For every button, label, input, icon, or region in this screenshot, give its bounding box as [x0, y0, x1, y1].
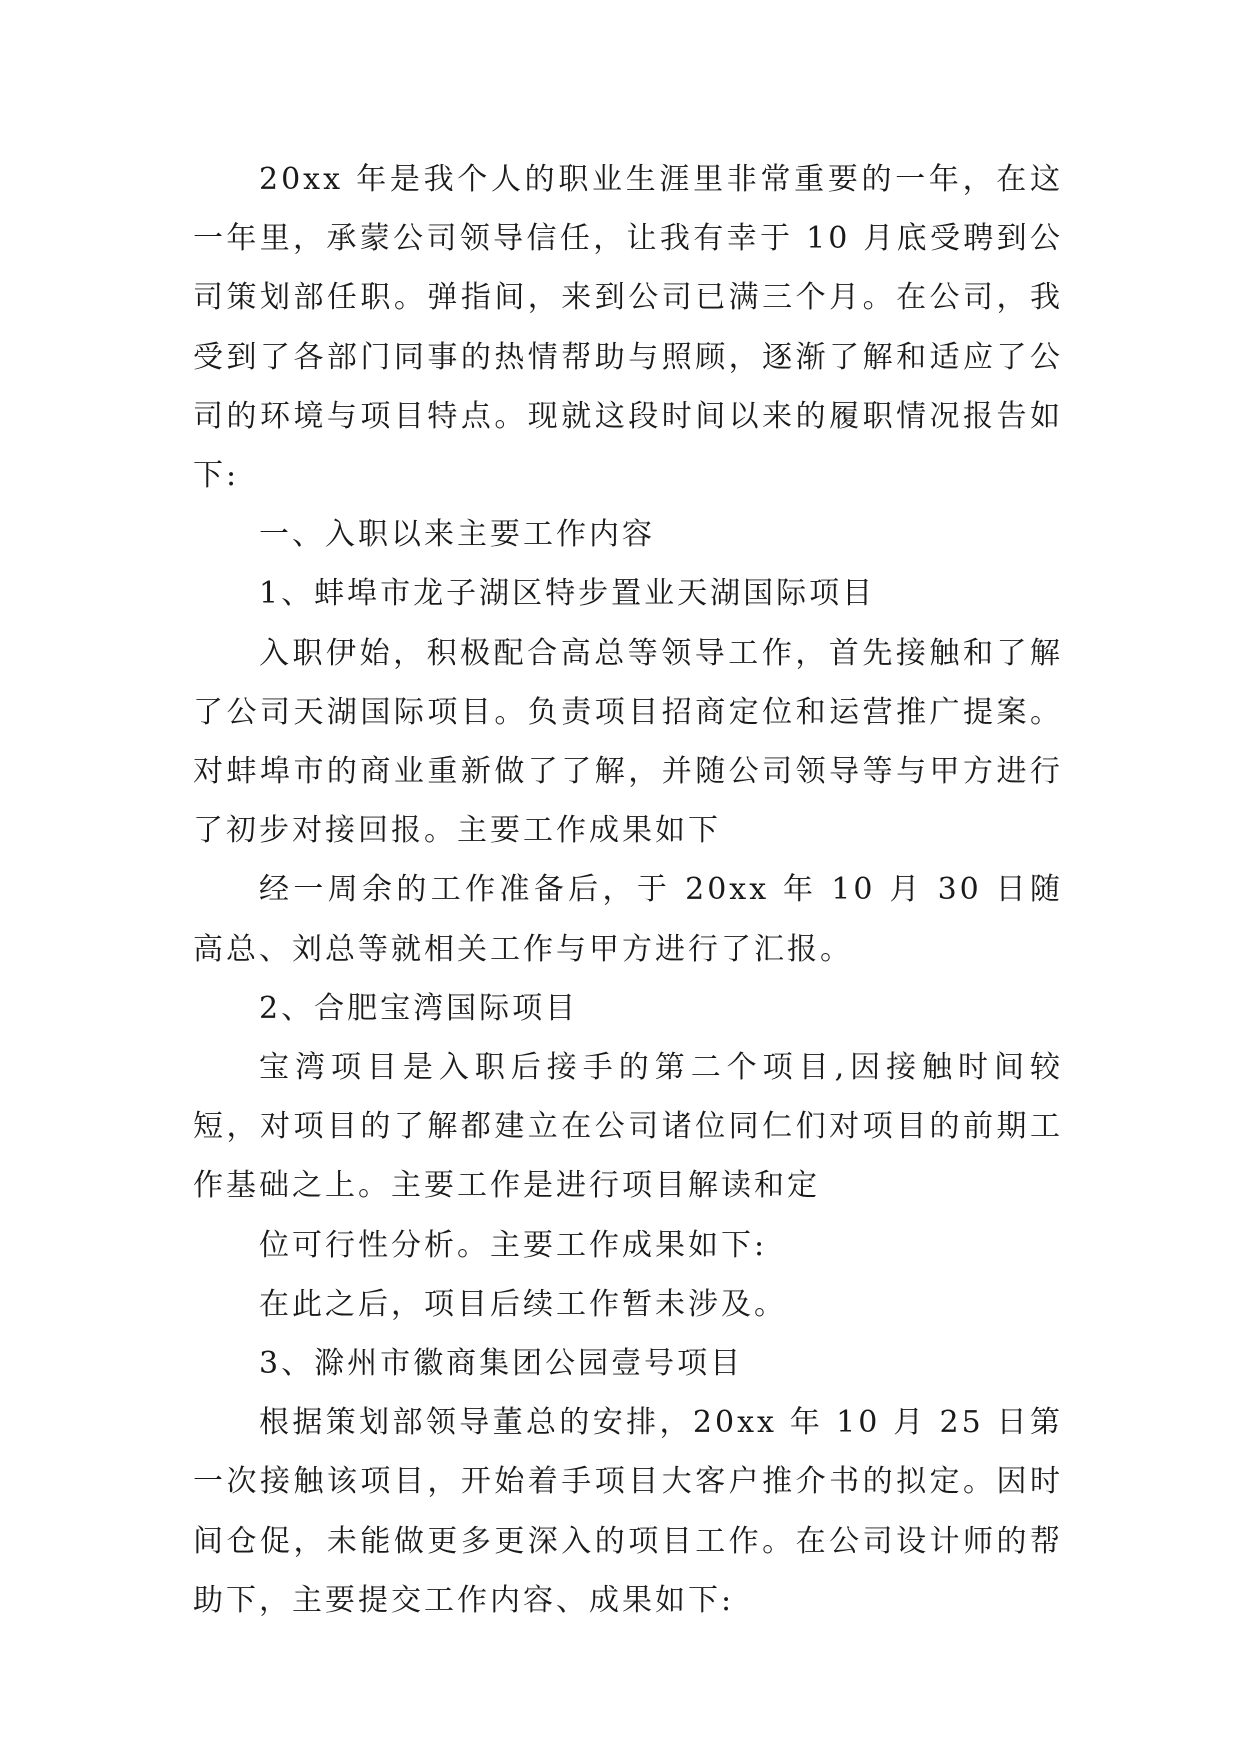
intro-paragraph: 20xx 年是我个人的职业生涯里非常重要的一年，在这一年里，承蒙公司领导信任，让我有幸于 10 月底受聘到公司策划部任职。弹指间，来到公司已满三个月。在公司，我受到了各部门同事的热情帮助与照顾，逐渐了解和适应了公司的环境与项目特点。现就这段时间以来的履职情况报告如下: [193, 162, 1063, 494]
item-heading-baowan-project: 2、合肥宝湾国际项目 [259, 990, 579, 1026]
item-heading-tianhu-project: 1、蚌埠市龙子湖区特步置业天湖国际项目 [259, 576, 876, 612]
baowan-analysis-paragraph: 位可行性分析。主要工作成果如下: [259, 1227, 768, 1263]
baowan-project-paragraph: 宝湾项目是入职后接手的第二个项目,因接触时间较短，对项目的了解都建立在公司诸位同仁们对项目的前期工作基础之上。主要工作是进行项目解读和定 [193, 1050, 1063, 1204]
tianhu-project-paragraph: 入职伊始，积极配合高总等领导工作，首先接触和了解了公司天湖国际项目。负责项目招商定位和运营推广提案。对蚌埠市的商业重新做了了解，并随公司领导等与甲方进行了初步对接回报。主要工作成果如下 [193, 635, 1063, 849]
section-heading-work-content: 一、入职以来主要工作内容 [259, 517, 655, 553]
gongyuan-project-paragraph: 根据策划部领导董总的安排，20xx 年 10 月 25 日第一次接触该项目，开始着手项目大客户推介书的拟定。因时间仓促，未能做更多更深入的项目工作。在公司设计师的帮助下，主要提交工作内容、成果如下: [193, 1405, 1063, 1618]
item-heading-gongyuan-project: 3、滁州市徽商集团公园壹号项目 [259, 1346, 744, 1382]
tianhu-report-paragraph: 经一周余的工作准备后，于 20xx 年 10 月 30 日随高总、刘总等就相关工作与甲方进行了汇报。 [193, 872, 1063, 967]
document-page [193, 150, 1063, 1630]
baowan-followup-paragraph: 在此之后，项目后续工作暂未涉及。 [259, 1286, 787, 1322]
